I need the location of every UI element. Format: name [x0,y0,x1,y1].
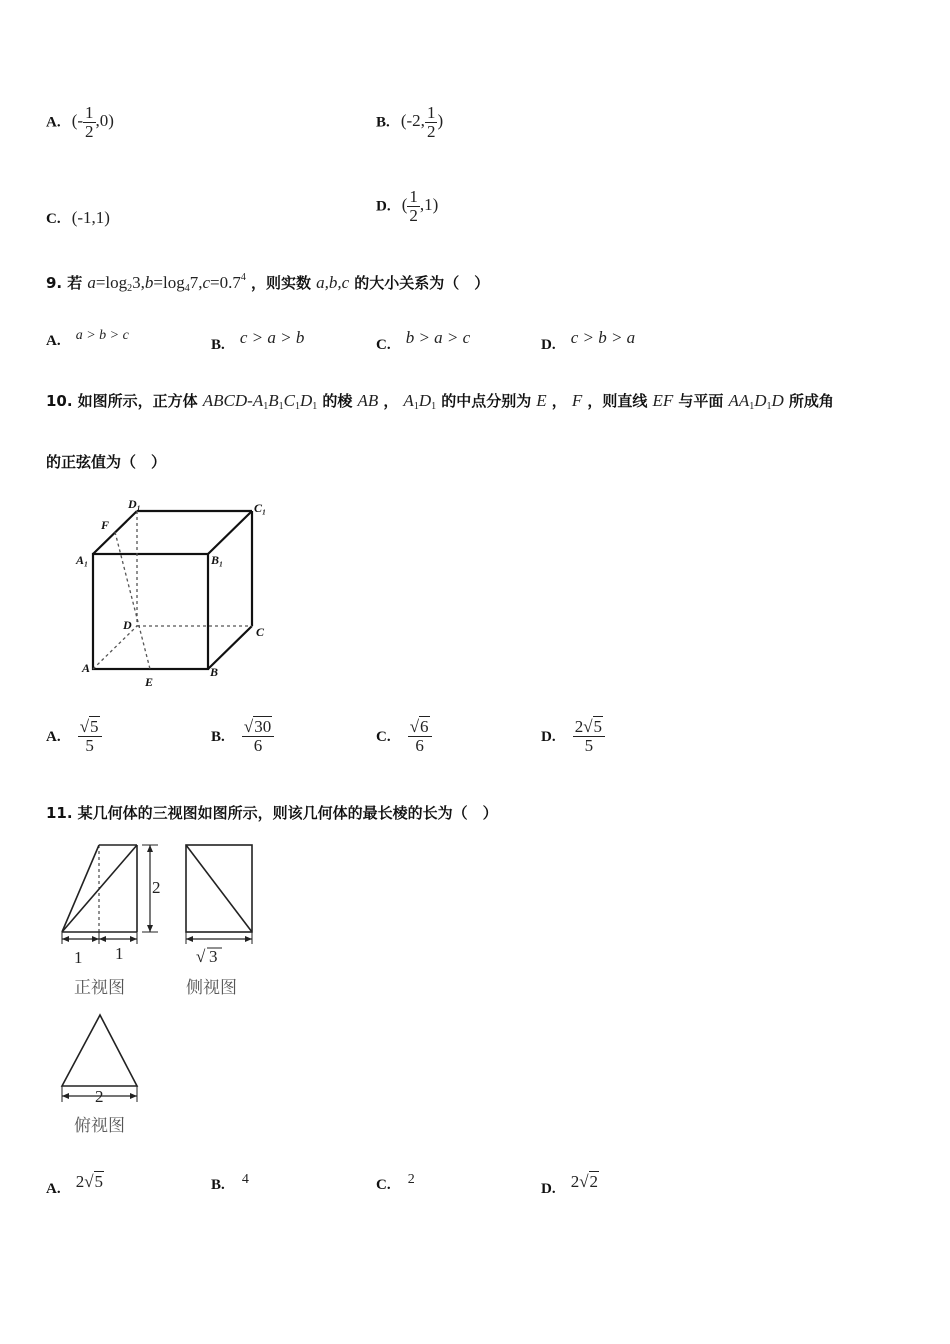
side-view [186,845,252,944]
q9-option-b[interactable]: B. c > a > b [211,328,305,353]
q10-stem: 10. 如图所示，正方体 ABCD-$A_1B_1C_1D_1$ 的棱 AB ， $A_1D_1$ 的中点分别为 E ， F ，则直线 EF 与平面 $AA_1D_1D$ 所成角 [46,391,834,412]
q11-option-b[interactable]: B. 4 [211,1172,249,1193]
side-caption: 侧视图 [186,978,237,998]
q10-option-c[interactable]: C. $\frac{√6}{6}$ [376,718,432,755]
front-width2-label: 1 [115,944,124,963]
q8-option-b[interactable]: B. (-2, $\frac{1}{2}$ ) [376,103,444,141]
q10-option-a[interactable]: A. $\frac{√5}{5}$ [46,718,102,755]
front-caption: 正视图 [74,978,125,998]
q11-option-d[interactable]: D. 2√2 [541,1172,599,1197]
front-view [62,845,158,944]
label-a1: A₁ [76,553,89,567]
segment-ef [115,532,150,669]
q11-stem: 11. 某几何体的三视图如图所示，则该几何体的最长棱的长为（ ） [46,804,498,822]
edge-b-c [208,626,252,669]
front-height-label: 2 [152,878,161,897]
q10-option-b[interactable]: B. $\frac{√30}{6}$ [211,718,274,755]
top-width-label: 2 [95,1087,104,1106]
side-width-value: 3 [209,947,218,966]
label-f: F [101,518,110,532]
label-d: D [123,618,132,632]
three-views-figure [52,838,267,1143]
q11-option-a[interactable]: A. 2√5 [46,1172,104,1197]
label-b: B [210,665,219,679]
edge-b1-c1 [208,511,252,554]
q9-option-a[interactable]: A. a > b > c [46,328,129,349]
q9-stem: 9. 若 $a=\log_23,b=\log_47,c=0.7^4$ ，则实数 a,b,c 的大小关系为（ ） [46,272,490,294]
label-e: E [145,675,154,689]
label-a: A [82,661,91,675]
front-width1-label: 1 [74,948,83,967]
q8-option-a[interactable]: A. (- $\frac{1}{2}$ ,0) [46,103,114,141]
label-d1: D₁ [128,497,141,511]
q9-option-c[interactable]: C. b > a > c [376,328,471,353]
edge-a-d-hidden [93,626,137,669]
q11-option-c[interactable]: C. 2 [376,1172,415,1193]
side-width-label: √ [196,947,206,966]
q8-option-c[interactable]: C. (-1,1) [46,208,110,227]
label-c1: C₁ [254,501,267,515]
q9-option-d[interactable]: D. c > b > a [541,328,636,353]
label-c: C [256,625,265,639]
q10-stem-line2: 的正弦值为（ ） [46,453,167,471]
top-caption: 俯视图 [74,1116,125,1136]
q8-option-d[interactable]: D. ( $\frac{1}{2}$ ,1) [376,187,439,225]
cube-figure [70,496,285,692]
label-b1: B₁ [211,553,224,567]
q10-option-d[interactable]: D. $\frac{2√5}{5}$ [541,718,605,755]
